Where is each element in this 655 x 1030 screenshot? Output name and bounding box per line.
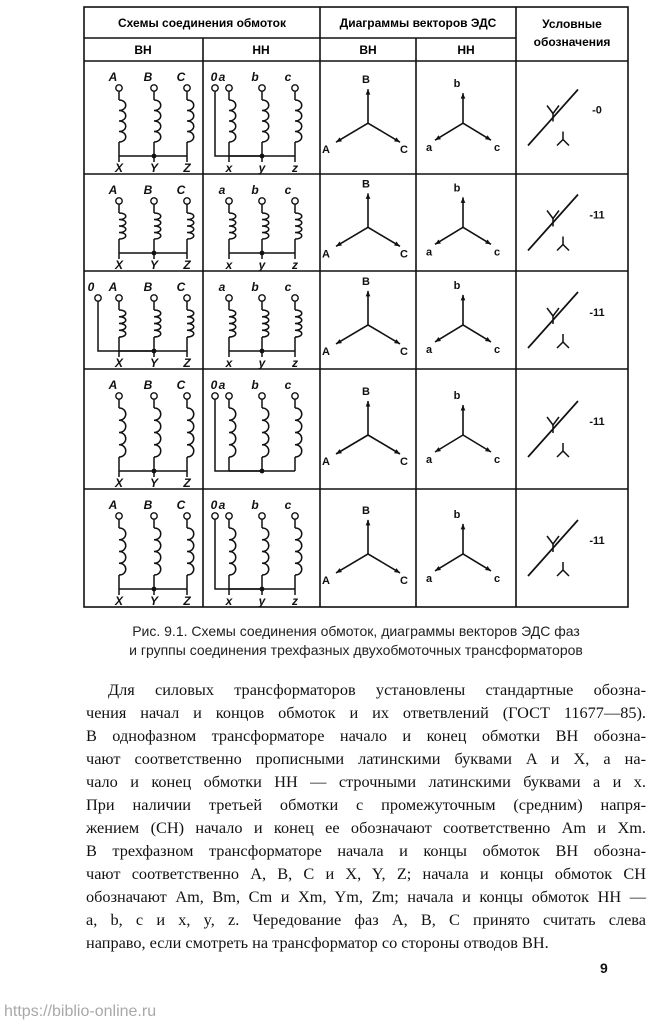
terminal-label: b bbox=[453, 182, 461, 195]
terminal-label: A bbox=[108, 498, 118, 512]
terminal-label: C bbox=[176, 70, 186, 84]
wire bbox=[547, 536, 553, 544]
wire bbox=[547, 308, 553, 316]
wire bbox=[215, 91, 262, 156]
terminal-label: Z bbox=[183, 594, 191, 608]
terminal-label: b bbox=[251, 498, 259, 512]
terminal-label: C bbox=[176, 183, 186, 197]
junction-dot bbox=[152, 469, 157, 474]
junction-dot bbox=[260, 349, 265, 354]
wire bbox=[557, 140, 563, 146]
header-lv-diagram: НН bbox=[457, 43, 475, 57]
body-paragraph bbox=[86, 678, 646, 954]
junction-dot bbox=[260, 154, 265, 159]
terminal-label: 0 bbox=[210, 498, 218, 512]
winding-coil bbox=[187, 310, 194, 337]
wire bbox=[557, 570, 563, 576]
terminal-circle bbox=[151, 85, 157, 91]
terminal-label: 0 bbox=[210, 378, 218, 392]
wire bbox=[215, 399, 262, 471]
header-legend-1: Условные bbox=[542, 17, 602, 31]
terminal-label: c bbox=[493, 246, 501, 259]
terminal-label: A bbox=[322, 456, 330, 468]
terminal-circle bbox=[259, 513, 265, 519]
terminal-circle bbox=[151, 393, 157, 399]
terminal-label: a bbox=[425, 246, 433, 259]
terminal-label: A bbox=[322, 144, 330, 157]
terminal-label: c bbox=[284, 498, 292, 512]
terminal-label: c bbox=[284, 280, 292, 294]
terminal-label: a bbox=[218, 183, 226, 197]
terminal-label: A bbox=[322, 574, 330, 587]
figure-row bbox=[108, 178, 605, 272]
terminal-circle bbox=[116, 295, 122, 301]
paragraph-line: обозначают Am, Bm, Cm и Xm, Ym, Zm; начала и концы обмоток НН — bbox=[86, 887, 646, 906]
terminal-label: A bbox=[108, 183, 118, 197]
header-schemes: Схемы соединения обмоток bbox=[118, 16, 286, 30]
junction-dot bbox=[152, 251, 157, 256]
terminal-label: a bbox=[425, 142, 433, 155]
figure-9-1 bbox=[83, 6, 629, 608]
terminal-circle bbox=[212, 513, 218, 519]
terminal-label: B bbox=[143, 378, 153, 392]
paragraph-line: При наличии третьей обмотки с промежуточным (средним) напря- bbox=[86, 795, 646, 814]
terminal-label: B bbox=[143, 498, 153, 512]
vector-arrowhead bbox=[366, 291, 371, 297]
winding-coil bbox=[187, 528, 194, 575]
terminal-label: b bbox=[251, 183, 259, 197]
wire bbox=[563, 140, 569, 146]
terminal-label: b bbox=[251, 280, 259, 294]
terminal-label: Z bbox=[183, 476, 191, 490]
terminal-label: A bbox=[322, 345, 330, 358]
terminal-label: z bbox=[292, 594, 298, 608]
winding-coil bbox=[154, 100, 161, 142]
terminal-label: a bbox=[218, 70, 226, 84]
terminal-label: c bbox=[493, 572, 501, 585]
figure-row bbox=[108, 498, 605, 608]
junction-dot bbox=[260, 469, 265, 474]
winding-coil bbox=[229, 528, 236, 575]
terminal-label: X bbox=[114, 356, 124, 370]
wire bbox=[368, 227, 400, 246]
terminal-label: b bbox=[251, 70, 259, 84]
terminal-label: x bbox=[225, 594, 233, 608]
vector-arrowhead bbox=[461, 93, 466, 99]
terminal-circle bbox=[226, 85, 232, 91]
caption-line-2: и группы соединения трехфазных двухобмоточных трансформаторов bbox=[129, 642, 583, 658]
winding-coil bbox=[295, 100, 302, 142]
terminal-label: Y bbox=[149, 594, 159, 608]
terminal-label: -0 bbox=[592, 104, 602, 117]
terminal-circle bbox=[226, 198, 232, 204]
terminal-circle bbox=[151, 295, 157, 301]
paragraph-line: жением (СН) начало и конец ее обозначают соответственно Am и Xm. bbox=[86, 818, 646, 837]
terminal-label: Y bbox=[149, 476, 159, 490]
terminal-label: X bbox=[114, 476, 124, 490]
wire bbox=[557, 342, 563, 348]
terminal-label: -11 bbox=[589, 535, 605, 547]
terminal-label: C bbox=[176, 378, 186, 392]
terminal-label: c bbox=[284, 378, 292, 392]
terminal-label: B bbox=[362, 504, 370, 517]
terminal-label: A bbox=[108, 378, 118, 392]
terminal-label: b bbox=[453, 78, 461, 91]
winding-coil bbox=[295, 528, 302, 575]
terminal-label: a bbox=[218, 378, 226, 392]
terminal-label: y bbox=[258, 594, 266, 608]
terminal-circle bbox=[226, 295, 232, 301]
junction-dot bbox=[260, 587, 265, 592]
junction-dot bbox=[260, 251, 265, 256]
terminal-label: 0 bbox=[210, 70, 218, 84]
terminal-label: B bbox=[362, 178, 370, 191]
winding-coil bbox=[262, 100, 269, 142]
terminal-label: -11 bbox=[589, 209, 605, 222]
winding-coil bbox=[229, 213, 236, 239]
vector-arrowhead bbox=[366, 89, 371, 95]
terminal-circle bbox=[184, 295, 190, 301]
terminal-circle bbox=[259, 393, 265, 399]
terminal-label: a bbox=[425, 343, 433, 356]
winding-coil bbox=[154, 310, 161, 337]
winding-coil bbox=[229, 310, 236, 337]
terminal-circle bbox=[226, 393, 232, 399]
header-hv-diagram: ВН bbox=[359, 43, 377, 57]
terminal-label: -11 bbox=[589, 416, 605, 428]
terminal-label: C bbox=[400, 456, 408, 468]
terminal-label: Z bbox=[183, 161, 191, 175]
terminal-circle bbox=[292, 295, 298, 301]
wire bbox=[547, 106, 553, 114]
wire bbox=[336, 227, 368, 246]
winding-coil bbox=[229, 408, 236, 457]
terminal-label: Y bbox=[149, 161, 159, 175]
terminal-circle bbox=[212, 85, 218, 91]
terminal-label: C bbox=[176, 498, 186, 512]
paragraph-line: В трехфазном трансформаторе начала и концы обмоток ВН обозна- bbox=[86, 841, 646, 860]
wire bbox=[563, 570, 569, 576]
terminal-label: c bbox=[493, 142, 501, 155]
paragraph-line: В однофазном трансформаторе начало и конец обмотки ВН обозна- bbox=[86, 726, 646, 745]
terminal-label: B bbox=[362, 74, 370, 87]
terminal-label: B bbox=[143, 280, 153, 294]
terminal-label: B bbox=[143, 183, 153, 197]
terminal-label: a bbox=[425, 454, 433, 466]
vector-arrowhead bbox=[461, 197, 466, 203]
terminal-label: -11 bbox=[589, 307, 605, 319]
winding-coil bbox=[187, 100, 194, 142]
winding-coil bbox=[119, 310, 126, 337]
terminal-label: C bbox=[400, 345, 408, 358]
wire bbox=[215, 519, 262, 589]
terminal-label: Y bbox=[149, 258, 159, 272]
terminal-circle bbox=[151, 198, 157, 204]
terminal-label: y bbox=[258, 356, 266, 370]
terminal-circle bbox=[259, 198, 265, 204]
winding-coil bbox=[187, 213, 194, 239]
terminal-label: C bbox=[400, 574, 408, 587]
terminal-label: z bbox=[292, 258, 298, 272]
junction-dot bbox=[152, 587, 157, 592]
terminal-circle bbox=[259, 295, 265, 301]
paragraph-line: чают соответственно A, B, C и X, Y, Z; начала и концы обмоток СН bbox=[86, 864, 646, 883]
header-diagrams: Диаграммы векторов ЭДС bbox=[339, 16, 497, 30]
terminal-label: z bbox=[292, 161, 298, 175]
terminal-circle bbox=[116, 85, 122, 91]
terminal-circle bbox=[292, 513, 298, 519]
wire bbox=[368, 123, 400, 142]
vector-arrowhead bbox=[461, 405, 466, 411]
winding-coil bbox=[187, 408, 194, 457]
watermark-url: https://biblio-online.ru bbox=[4, 1003, 157, 1020]
terminal-label: x bbox=[225, 161, 233, 175]
terminal-circle bbox=[184, 513, 190, 519]
wire bbox=[547, 417, 553, 425]
terminal-label: y bbox=[258, 161, 266, 175]
terminal-label: C bbox=[400, 144, 408, 157]
terminal-label: c bbox=[284, 70, 292, 84]
wire bbox=[557, 451, 563, 457]
paragraph-line: Для силовых трансформаторов установлены стандартные обозна- bbox=[108, 680, 646, 699]
terminal-circle bbox=[184, 85, 190, 91]
figure-row bbox=[108, 70, 602, 175]
winding-coil bbox=[119, 213, 126, 239]
header-legend-2: обозначения bbox=[533, 35, 611, 49]
winding-coil bbox=[119, 100, 126, 142]
terminal-label: a bbox=[218, 280, 226, 294]
winding-coil bbox=[154, 408, 161, 457]
vector-arrowhead bbox=[461, 524, 466, 530]
terminal-label: 0 bbox=[87, 280, 95, 294]
figure-row bbox=[88, 276, 605, 370]
terminal-circle bbox=[151, 513, 157, 519]
winding-coil bbox=[262, 310, 269, 337]
terminal-label: X bbox=[114, 161, 124, 175]
terminal-label: Z bbox=[183, 356, 191, 370]
winding-coil bbox=[295, 213, 302, 239]
terminal-circle bbox=[184, 393, 190, 399]
terminal-label: b bbox=[453, 508, 461, 521]
terminal-label: b bbox=[453, 390, 461, 402]
caption-line-1: Рис. 9.1. Схемы соединения обмоток, диаграммы векторов ЭДС фаз bbox=[132, 623, 580, 639]
wire bbox=[368, 435, 400, 454]
terminal-circle bbox=[95, 295, 101, 301]
terminal-label: B bbox=[362, 386, 370, 398]
terminal-label: C bbox=[176, 280, 186, 294]
winding-coil bbox=[262, 213, 269, 239]
table-frame bbox=[84, 7, 628, 607]
terminal-label: z bbox=[292, 356, 298, 370]
terminal-circle bbox=[292, 393, 298, 399]
terminal-label: Z bbox=[183, 258, 191, 272]
paragraph-line: чают соответственно прописными латинскими буквами A и X, а на- bbox=[86, 749, 646, 768]
winding-coil bbox=[229, 100, 236, 142]
wire bbox=[368, 325, 400, 344]
terminal-label: a bbox=[425, 572, 433, 585]
terminal-label: b bbox=[251, 378, 259, 392]
vector-arrowhead bbox=[366, 520, 371, 526]
figure-row bbox=[108, 378, 605, 490]
terminal-circle bbox=[292, 85, 298, 91]
terminal-label: a bbox=[218, 498, 226, 512]
terminal-label: A bbox=[108, 70, 118, 84]
terminal-label: X bbox=[114, 594, 124, 608]
wire bbox=[336, 123, 368, 142]
terminal-circle bbox=[226, 513, 232, 519]
paragraph-line: чения начал и концов обмоток и их ответвлений (ГОСТ 11677—85). bbox=[86, 703, 646, 722]
vector-arrowhead bbox=[461, 295, 466, 301]
winding-coil bbox=[119, 408, 126, 457]
wire bbox=[336, 435, 368, 454]
terminal-label: X bbox=[114, 258, 124, 272]
winding-coil bbox=[295, 310, 302, 337]
terminal-circle bbox=[259, 85, 265, 91]
terminal-circle bbox=[116, 513, 122, 519]
wire bbox=[563, 245, 569, 251]
wire bbox=[557, 245, 563, 251]
terminal-label: C bbox=[400, 248, 408, 261]
wire bbox=[336, 325, 368, 344]
header-lv: НН bbox=[252, 43, 270, 57]
header-hv: ВН bbox=[134, 43, 152, 57]
terminal-label: c bbox=[493, 454, 501, 466]
terminal-label: c bbox=[284, 183, 292, 197]
terminal-label: x bbox=[225, 258, 233, 272]
terminal-label: b bbox=[453, 279, 461, 292]
terminal-label: A bbox=[108, 280, 118, 294]
paragraph-line: a, b, c и x, y, z. Чередование фаз A, B, C принято считать слева bbox=[86, 910, 646, 929]
junction-dot bbox=[152, 349, 157, 354]
paragraph-line: направо, если смотреть на трансформатор со стороны отводов ВН. bbox=[86, 933, 549, 952]
wire bbox=[547, 211, 553, 219]
winding-coil bbox=[295, 408, 302, 457]
terminal-label: x bbox=[225, 356, 233, 370]
vector-arrowhead bbox=[366, 401, 371, 407]
terminal-label: B bbox=[362, 275, 370, 288]
terminal-label: c bbox=[493, 343, 501, 356]
junction-dot bbox=[152, 154, 157, 159]
winding-coil bbox=[262, 408, 269, 457]
winding-coil bbox=[154, 213, 161, 239]
vector-arrowhead bbox=[366, 193, 371, 199]
wire bbox=[563, 451, 569, 457]
terminal-circle bbox=[212, 393, 218, 399]
terminal-circle bbox=[184, 198, 190, 204]
wire bbox=[336, 554, 368, 573]
terminal-circle bbox=[292, 198, 298, 204]
terminal-label: B bbox=[143, 70, 153, 84]
wire bbox=[368, 554, 400, 573]
terminal-label: y bbox=[258, 258, 266, 272]
figure-caption bbox=[86, 622, 626, 660]
wire bbox=[563, 342, 569, 348]
terminal-label: Y bbox=[149, 356, 159, 370]
paragraph-line: чало и конец обмотки НН — строчными латинскими буквами a и x. bbox=[86, 772, 646, 791]
winding-coil bbox=[262, 528, 269, 575]
winding-coil bbox=[154, 528, 161, 575]
winding-coil bbox=[119, 528, 126, 575]
page-number: 9 bbox=[600, 960, 608, 976]
terminal-label: A bbox=[322, 248, 330, 261]
terminal-circle bbox=[116, 393, 122, 399]
terminal-circle bbox=[116, 198, 122, 204]
